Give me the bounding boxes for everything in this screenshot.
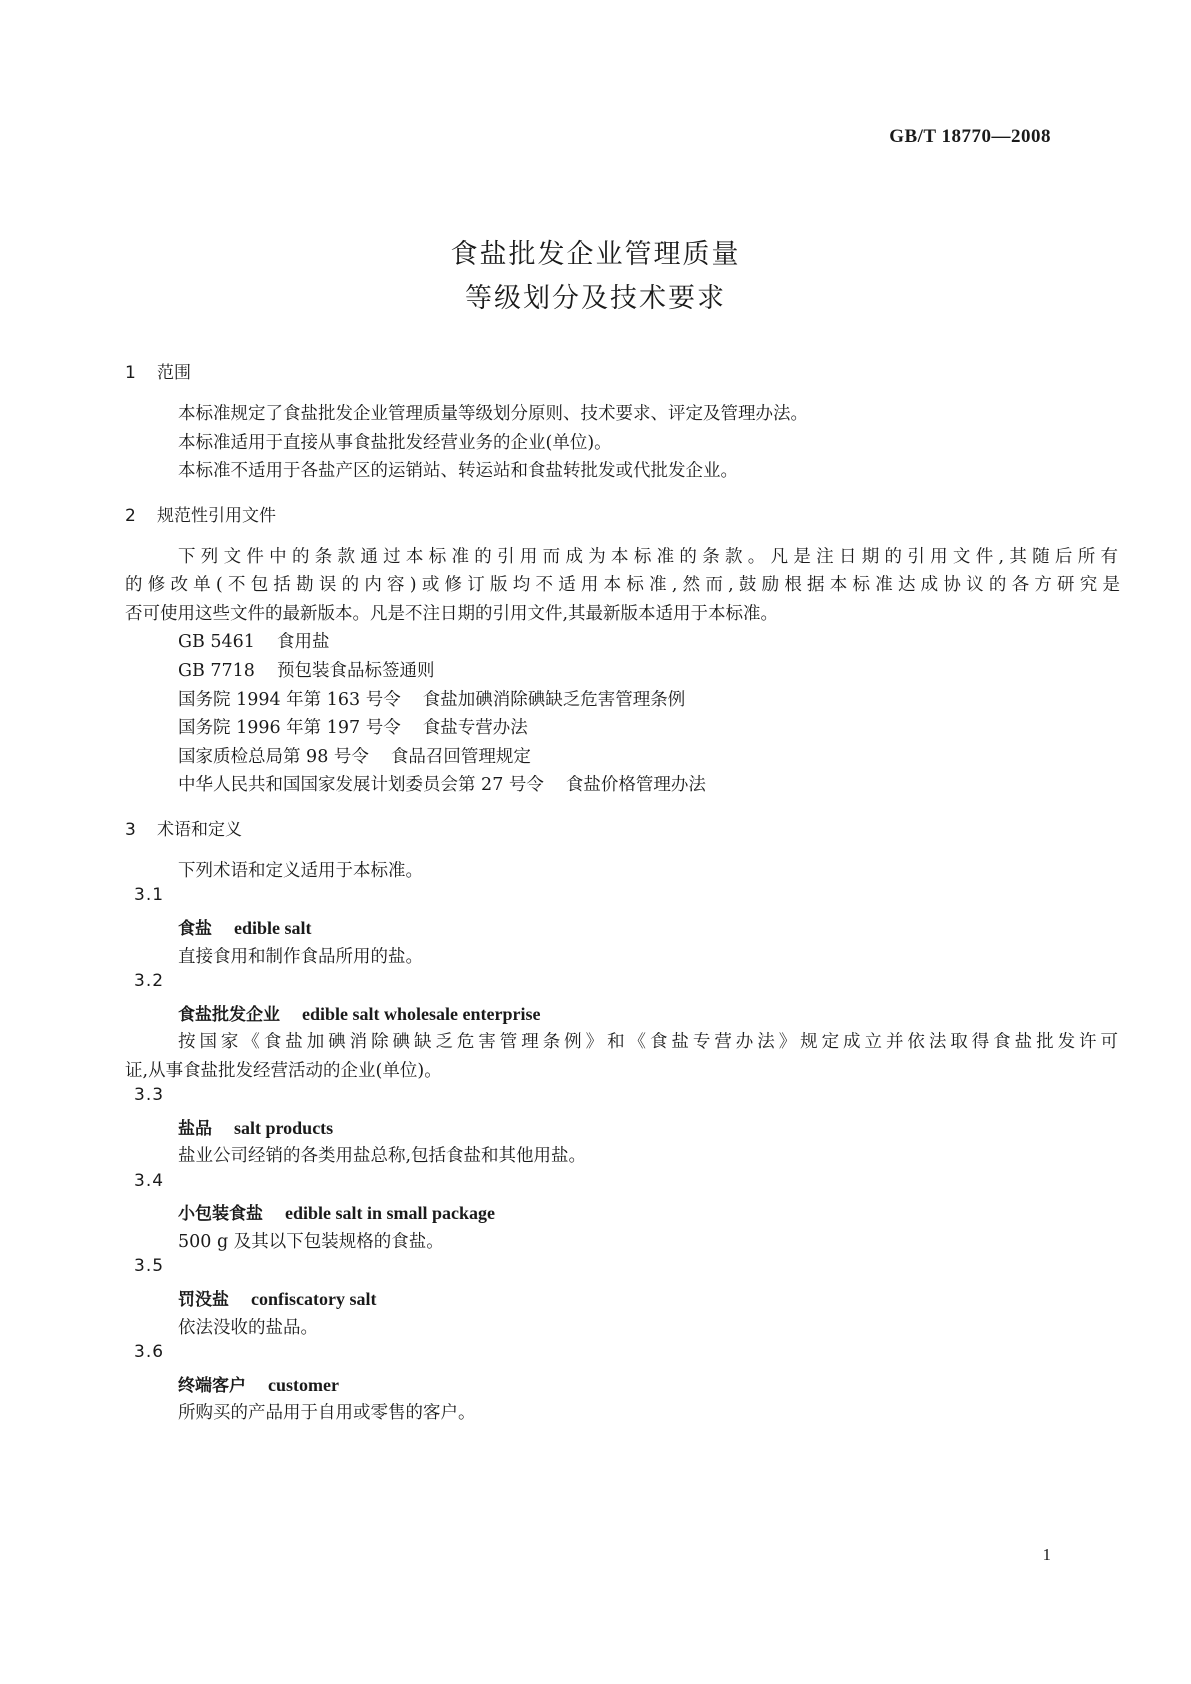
reference-name: 食盐价格管理办法	[565, 775, 706, 795]
term-heading	[178, 1199, 495, 1224]
reference-item	[178, 714, 528, 739]
subsection-number: 3.6	[134, 1342, 165, 1362]
term-heading	[178, 1000, 540, 1025]
term-zh: 食盐批发企业	[178, 1005, 280, 1025]
term-heading	[178, 1114, 333, 1139]
paragraph: 下列术语和定义适用于本标准。	[178, 861, 423, 881]
paragraph: 否可使用这些文件的最新版本。凡是不注日期的引用文件,其最新版本适用于本标准。	[125, 604, 779, 624]
subsection-number: 3.5	[134, 1256, 165, 1276]
page-number: 1	[1042, 1545, 1051, 1564]
document-title-line1: 食盐批发企业管理质量	[450, 239, 741, 270]
term-zh: 食盐	[178, 919, 212, 939]
reference-code: 国务院 1996 年第 197 号令	[178, 718, 401, 738]
reference-item	[178, 628, 329, 653]
document-title-line2: 等级划分及技术要求	[465, 283, 726, 314]
term-en: confiscatory salt	[251, 1289, 377, 1309]
term-en: edible salt in small package	[285, 1203, 496, 1223]
reference-code: GB 5461	[178, 632, 255, 652]
reference-code: GB 7718	[178, 661, 255, 681]
reference-code: 国务院 1994 年第 163 号令	[178, 690, 401, 710]
subsection-number: 3.3	[134, 1085, 165, 1105]
term-definition-continued: 证,从事食盐批发经营活动的企业(单位)。	[125, 1061, 442, 1081]
term-zh: 小包装食盐	[178, 1204, 263, 1224]
section-title: 范围	[157, 363, 191, 383]
section-number: 1	[125, 363, 136, 383]
reference-item	[178, 743, 531, 768]
reference-code: 国家质检总局第 98 号令	[178, 747, 369, 767]
section-number: 3	[125, 820, 136, 840]
subsection-number: 3.4	[134, 1171, 165, 1191]
reference-item	[178, 771, 706, 796]
reference-item	[178, 657, 434, 682]
section-title: 规范性引用文件	[157, 506, 276, 526]
term-en: edible salt	[234, 918, 312, 938]
term-definition: 500 g 及其以下包装规格的食盐。	[178, 1232, 444, 1252]
term-en: edible salt wholesale enterprise	[302, 1004, 541, 1024]
subsection-number: 3.1	[134, 885, 165, 905]
term-definition: 所购买的产品用于自用或零售的客户。	[178, 1403, 476, 1423]
term-en: customer	[268, 1375, 339, 1395]
term-en: salt products	[234, 1118, 334, 1138]
paragraph: 本标准规定了食盐批发企业管理质量等级划分原则、技术要求、评定及管理办法。	[178, 404, 808, 424]
reference-name: 预包装食品标签通则	[276, 661, 435, 681]
term-heading	[178, 914, 312, 939]
paragraph: 本标准适用于直接从事食盐批发经营业务的企业(单位)。	[178, 433, 612, 453]
section-heading-normative-references	[125, 501, 276, 526]
term-definition: 依法没收的盐品。	[178, 1318, 318, 1338]
reference-name: 食品召回管理规定	[390, 747, 531, 767]
paragraph: 的修改单(不包括勘误的内容)或修订版均不适用本标准,然而,鼓励根据本标准达成协议的各方研究是	[125, 575, 1120, 595]
paragraph: 本标准不适用于各盐产区的运销站、转运站和食盐转批发或代批发企业。	[178, 461, 738, 481]
term-heading	[178, 1371, 339, 1396]
term-definition: 盐业公司经销的各类用盐总称,包括食盐和其他用盐。	[178, 1146, 587, 1166]
reference-code: 中华人民共和国国家发展计划委员会第 27 号令	[178, 775, 544, 795]
section-number: 2	[125, 506, 136, 526]
paragraph: 下列文件中的条款通过本标准的引用而成为本标准的条款。凡是注日期的引用文件,其随后所有	[178, 547, 1118, 567]
term-zh: 终端客户	[178, 1376, 246, 1396]
term-zh: 罚没盐	[178, 1290, 229, 1310]
reference-name: 食盐加碘消除碘缺乏危害管理条例	[422, 690, 686, 710]
section-heading-terms-definitions	[125, 815, 242, 840]
reference-name: 食用盐	[276, 632, 330, 652]
subsection-number: 3.2	[134, 971, 165, 991]
section-heading-scope	[125, 358, 191, 383]
term-definition: 直接食用和制作食品所用的盐。	[178, 947, 423, 967]
term-zh: 盐品	[178, 1119, 212, 1139]
term-definition: 按国家《食盐加碘消除碘缺乏危害管理条例》和《食盐专营办法》规定成立并依法取得食盐批发许可	[178, 1032, 1118, 1052]
standard-number: GB/T 18770—2008	[889, 126, 1051, 147]
reference-name: 食盐专营办法	[422, 718, 528, 738]
reference-item	[178, 686, 685, 711]
term-heading	[178, 1285, 376, 1310]
section-title: 术语和定义	[157, 820, 242, 840]
